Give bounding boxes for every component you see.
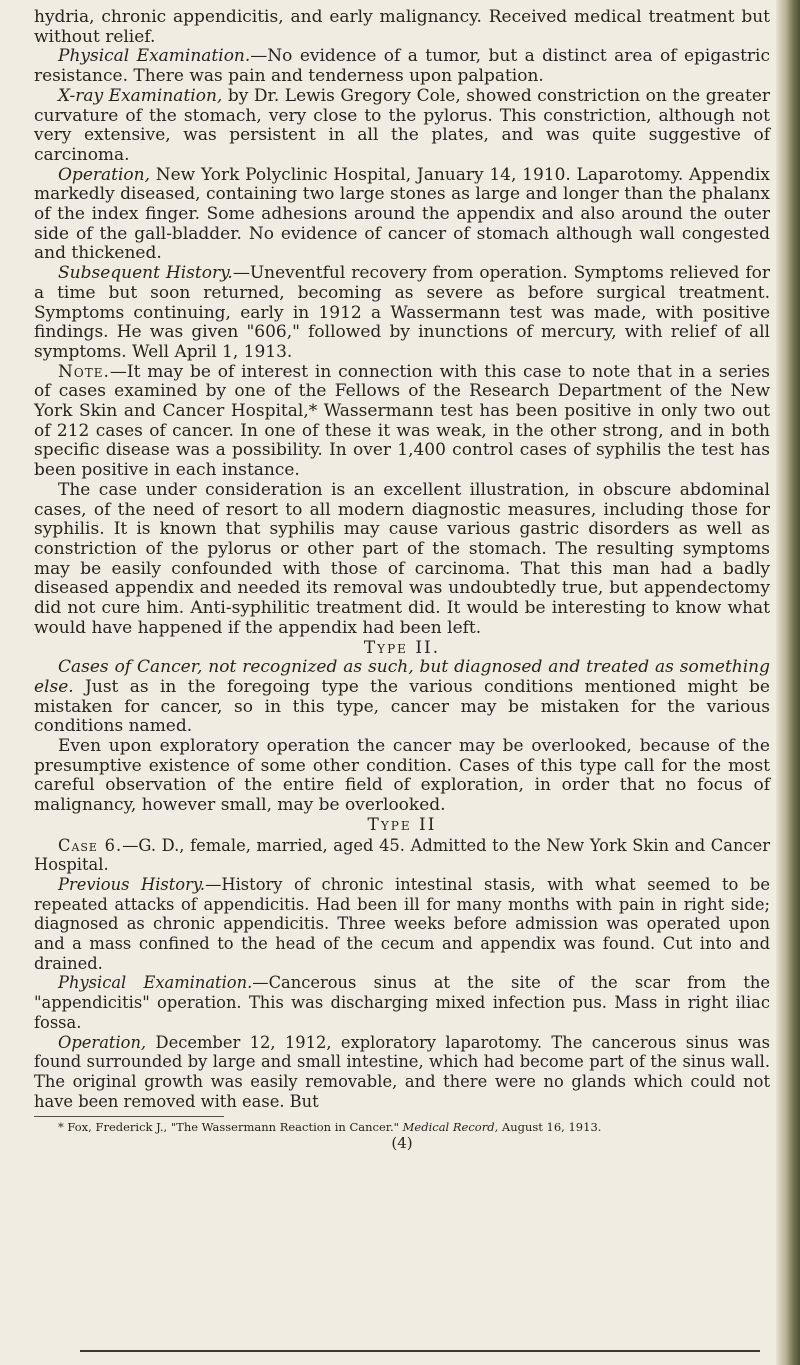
- paragraph-xray: [34, 87, 770, 166]
- subsequent-history-label: Subsequent History.: [58, 263, 233, 284]
- operation-2-label: Operation,: [58, 1032, 147, 1052]
- paragraph-operation-2: [34, 1033, 770, 1112]
- footnote-title: "The Wassermann Reaction in Cancer.": [170, 1120, 403, 1135]
- section-heading-type-ii-second: Type II: [367, 814, 437, 835]
- paragraph-previous-history: [34, 875, 770, 974]
- paragraph-physical-exam-2: [34, 973, 770, 1032]
- footnote-rule: [34, 1116, 224, 1117]
- operation-text: New York Polyclinic Hospital, January 14, 1910. Laparotomy. Appendix markedly diseased, containing two large stones as large and longer than the phalanx of the index finger. Some adhesions around the appendix and also around the outer side of the gall-bladder. No evidence of cancer of stomach although wall congested and thickened.: [34, 164, 770, 264]
- physical-exam-2-label: Physical Examination.: [58, 973, 253, 993]
- type-ii-title: Cases of Cancer, not recognized as such, but diagnosed and treated as something else.: [34, 657, 770, 697]
- paragraph-operation: [34, 166, 770, 265]
- paragraph-note: [34, 363, 770, 481]
- physical-exam-label: Physical Examination.: [58, 46, 251, 67]
- paragraph-intro: hydria, chronic appendicitis, and early malignancy. Received medical treatment but without relief.: [34, 7, 770, 47]
- footnote: [34, 1120, 770, 1134]
- paragraph-case-6: [34, 836, 770, 875]
- type-ii-text: Just as in the foregoing type the various conditions mentioned might be mistaken for cancer, so in this type, cancer may be mistaken for the various conditions named.: [34, 676, 770, 737]
- footnote-date: August 16, 1913.: [498, 1120, 602, 1135]
- previous-history-text: —History of chronic intestinal stasis, with what seemed to be repeated attacks of appendicitis. Had been ill for many months with pain in right side; diagnosed as chronic appendicitis. Three weeks before admission was operated upon and a mass confined to the head of the cecum and appendix was found. Cut into and drained.: [34, 874, 770, 973]
- paragraph-exploratory: Even upon exploratory operation the cancer may be overlooked, because of the presumptive existence of some other condition. Cases of this type call for the most careful observation of the entire field of exploration, in order that no focus of malignancy, however small, may be overlooked.: [34, 736, 770, 816]
- operation-label: Operation,: [58, 164, 150, 185]
- footnote-author: * Fox, Frederick J.,: [58, 1120, 171, 1135]
- subsequent-history-text: —Uneventful recovery from operation. Symptoms relieved for a time but soon returned, becoming as severe as before surgical treatment. Symptoms continuing, early in 1912 a Wassermann test was made, with positive findings. He was given "606," followed by inunctions of mercury, with relief of all symptoms. Well April 1, 1913.: [34, 263, 770, 362]
- operation-2-text: December 12, 1912, exploratory laparotomy. The cancerous sinus was found surrounded by large and small intestine, which had become part of the sinus wall. The original growth was easily removable, and there were no glands which could not have been removed with ease. But: [34, 1032, 770, 1111]
- page-number: (4): [391, 1134, 413, 1153]
- paragraph-case-discussion: The case under consideration is an excellent illustration, in obscure abdominal cases, of the need of resort to all modern diagnostic measures, including those for syphilis. It is known that syphilis may cause various gastric disorders as well as constriction of the pylorus or other part of the stomach. The resulting symptoms may be easily confounded with those of carcinoma. That this man had a badly diseased appendix and needed its removal was undoubtedly true, but appendectomy did not cure him. Anti-syphilitic treatment did. It would be interesting to know what would have happened if the appendix had been left.: [34, 479, 770, 638]
- physical-exam-2-text: —Cancerous sinus at the site of the scar from the "appendicitis" operation. This was discharging mixed infection pus. Mass in right iliac fossa.: [34, 973, 771, 1032]
- physical-exam-text: —No evidence of a tumor, but a distinct area of epigastric resistance. There was pain and tenderness upon palpation.: [34, 46, 770, 87]
- xray-label: X-ray Examination,: [58, 85, 223, 106]
- paragraph-physical-exam: [34, 47, 770, 86]
- paragraph-subsequent-history: [34, 264, 770, 363]
- xray-text: by Dr. Lewis Gregory Cole, showed constriction on the greater curvature of the stomach, very close to the pylorus. This constriction, although not very extensive, was persistent in all the plates, and was quite suggestive of carcinoma.: [34, 85, 771, 165]
- case-6-text: —G. D., female, married, aged 45. Admitted to the New York Skin and Cancer Hospital.: [34, 835, 770, 875]
- previous-history-label: Previous History.: [58, 874, 206, 894]
- case-6-label: Case 6.: [58, 835, 123, 855]
- note-text: —It may be of interest in connection with this case to note that in a series of cases examined by one of the Fellows of the Research Department of the New York Skin and Cancer Hospital,* Wassermann test has been positive in only two out of 212 cases of cancer. In one of these it was weak, in the other strong, and in both specific disease was a possibility. In over 1,400 control cases of syphilis the test has been positive in each instance.: [34, 361, 770, 481]
- paragraph-type-ii-intro: [34, 658, 770, 737]
- note-label: Note.: [58, 361, 110, 382]
- footnote-journal: Medical Record,: [402, 1120, 499, 1135]
- section-heading-type-ii: Type II.: [363, 637, 441, 658]
- body-text: [34, 8, 770, 1154]
- bottom-rule: [80, 1350, 760, 1352]
- page-edge-shadow: [776, 0, 800, 1365]
